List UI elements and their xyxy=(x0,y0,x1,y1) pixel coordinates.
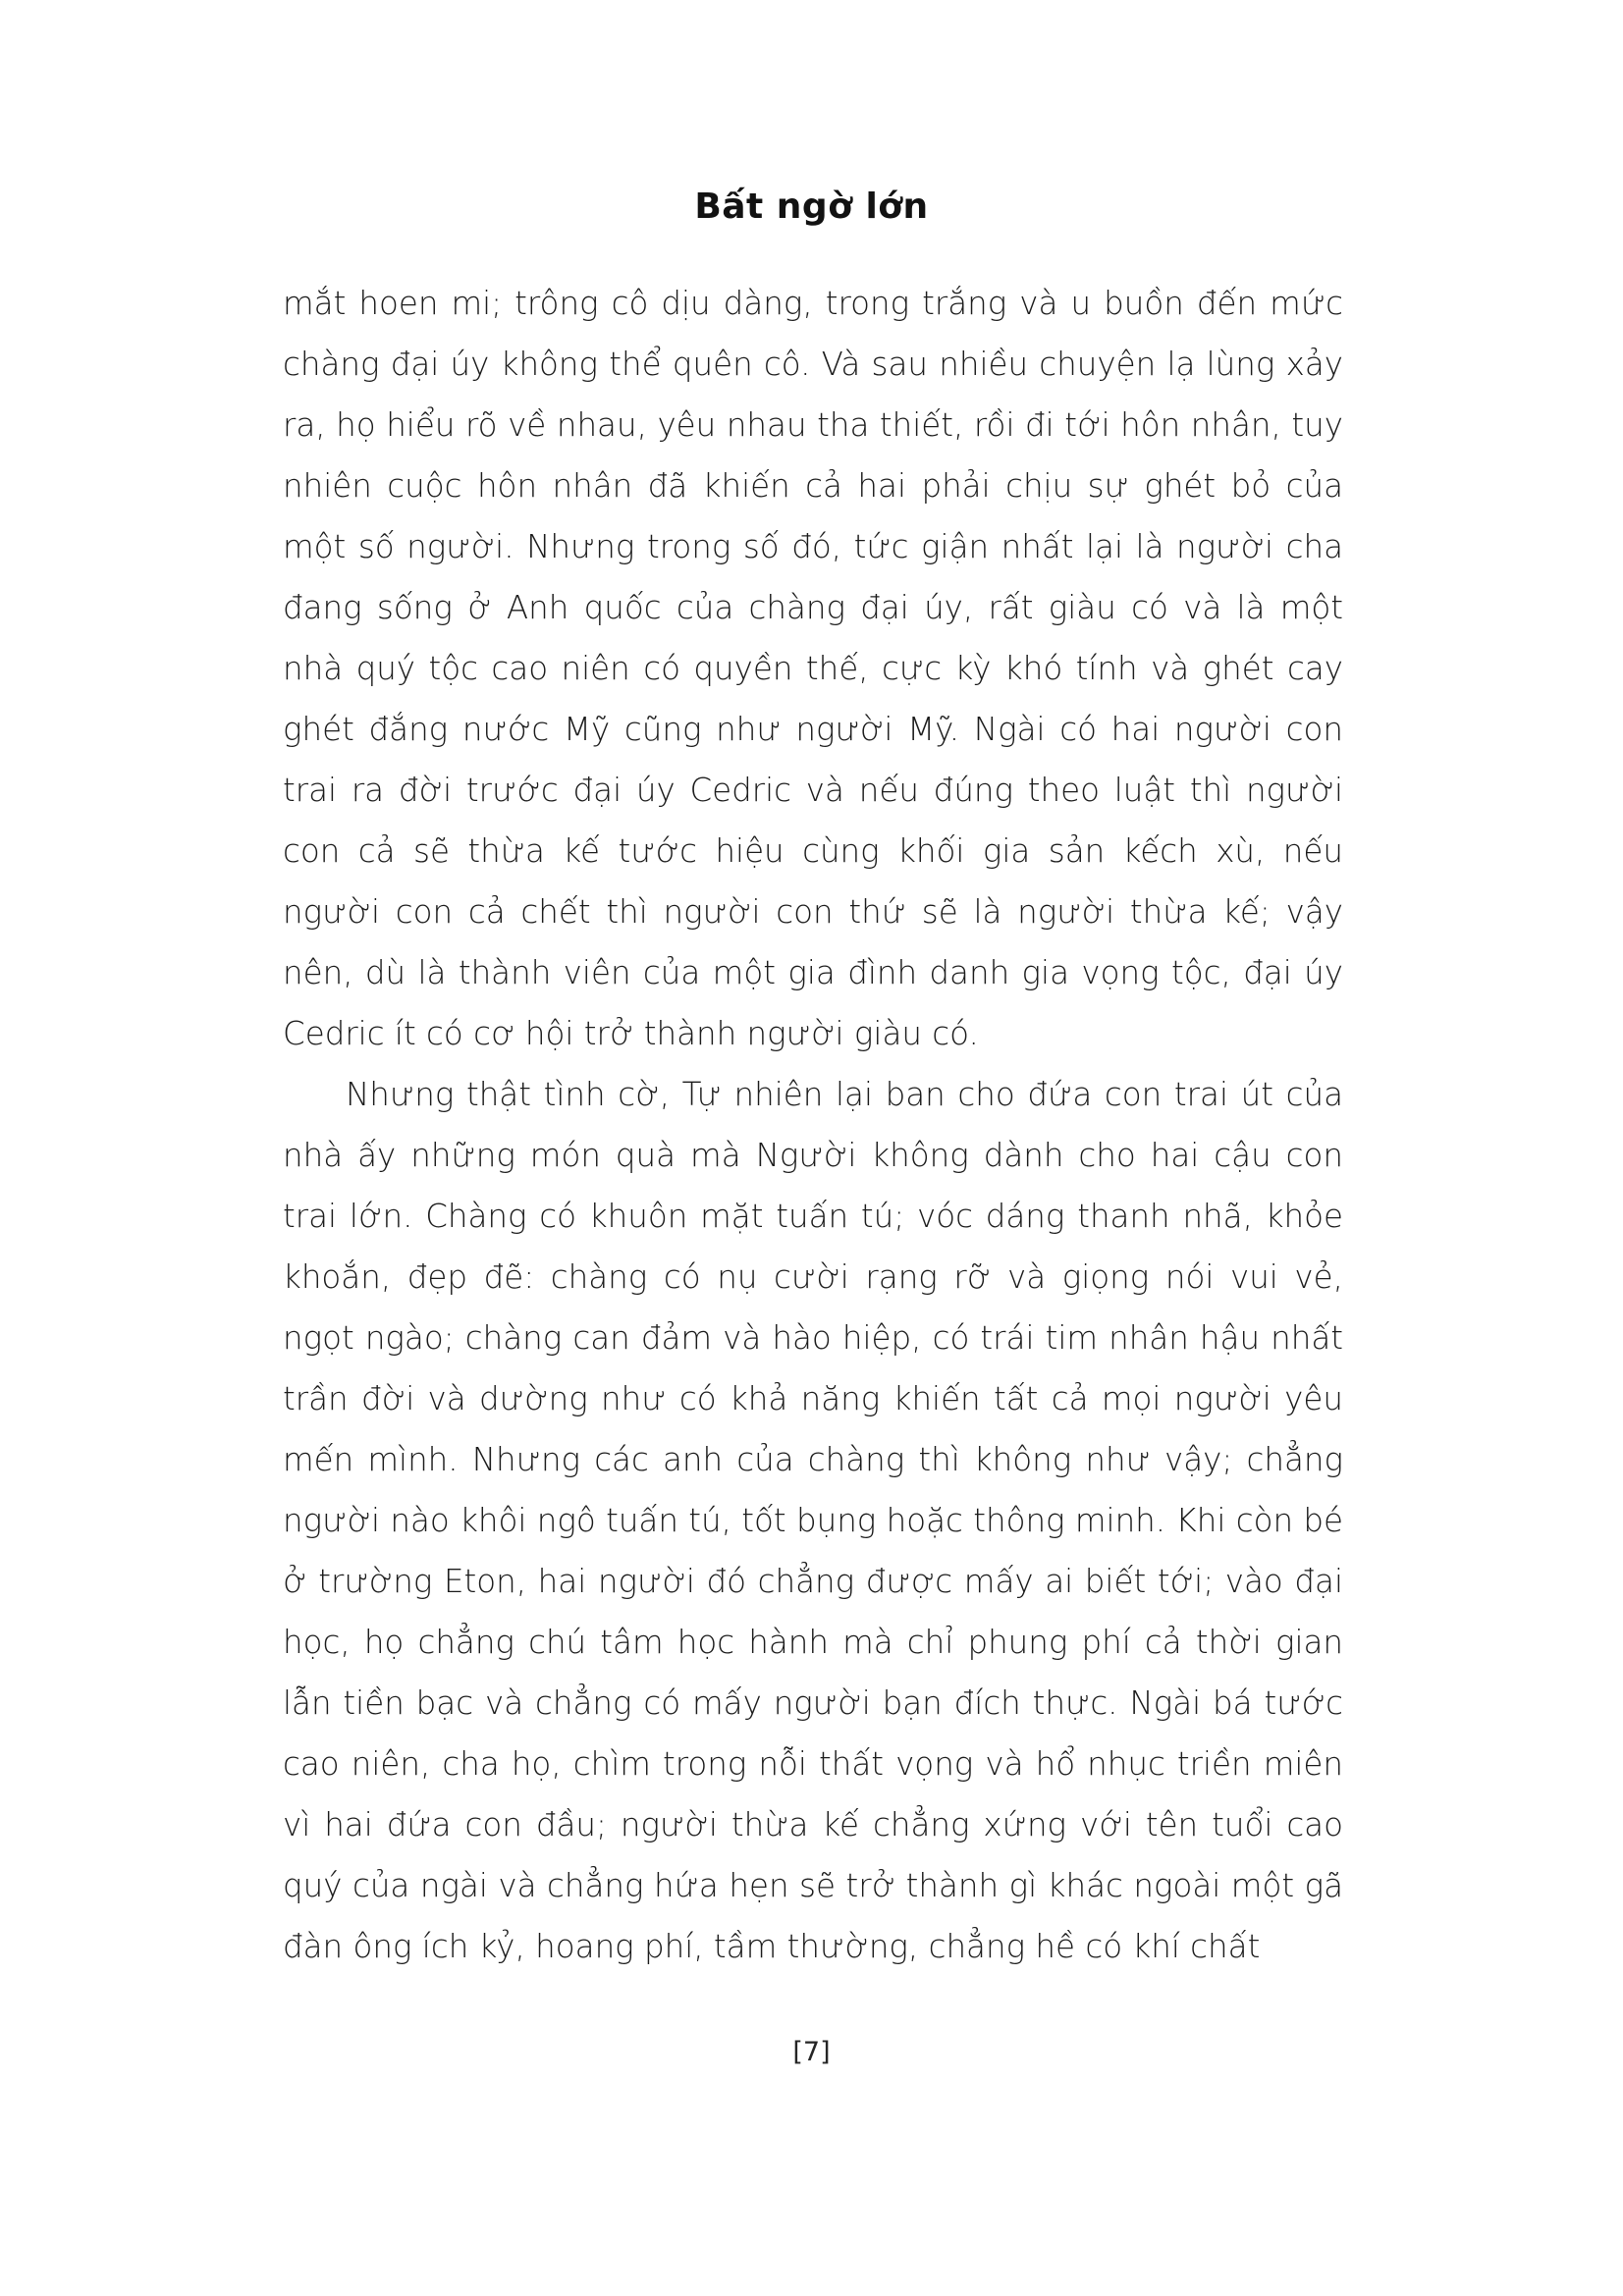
paragraph: Nhưng thật tình cờ, Tự nhiên lại ban cho đứa con trai út của nhà ấy những món quà mà Người không dành cho hai cậu con trai lớn. Chàng có khuôn mặt tuấn tú; vóc dáng thanh nhã, khỏe khoắn, đẹp đẽ: chàng có nụ cười rạng rỡ và giọng nói vui vẻ, ngọt ngào; chàng can đảm và hào hiệp, có trái tim nhân hậu nhất trần đời và dường như có khả năng khiến tất cả mọi người yêu mến mình. Nhưng các anh của chàng thì không như vậy; chẳng người nào khôi ngô tuấn tú, tốt bụng hoặc thông minh. Khi còn bé ở trường Eton, hai người đó chẳng được mấy ai biết tới; vào đại học, họ chẳng chú tâm học hành mà chỉ phung phí cả thời gian lẫn tiền bạc và chẳng có mấy người bạn đích thực. Ngài bá tước cao niên, cha họ, chìm trong nỗi thất vọng và hổ nhục triền miên vì hai đứa con đầu; người thừa kế chẳng xứng với tên tuổi cao quý của ngài và chẳng hứa hẹn sẽ trở thành gì khác ngoài một gã đàn ông ích kỷ, hoang phí, tầm thường, chẳng hề có khí chất xyxy=(283,1076,1344,1965)
page-number: [7] xyxy=(792,2037,831,2067)
running-head: Bất ngờ lớn xyxy=(694,187,929,227)
page-body xyxy=(283,273,1343,1977)
paragraph: mắt hoen mi; trông cô dịu dàng, trong trắng và u buồn đến mức chàng đại úy không thể quên cô. Và sau nhiều chuyện lạ lùng xảy ra, họ hiểu rõ về nhau, yêu nhau tha thiết, rồi đi tới hôn nhân, tuy nhiên cuộc hôn nhân đã khiến cả hai phải chịu sự ghét bỏ của một số người. Nhưng trong số đó, tức giận nhất lại là người cha đang sống ở Anh quốc của chàng đại úy, rất giàu có và là một nhà quý tộc cao niên có quyền thế, cực kỳ khó tính và ghét cay ghét đắng nước Mỹ cũng như người Mỹ. Ngài có hai người con trai ra đời trước đại úy Cedric và nếu đúng theo luật thì người con cả sẽ thừa kế tước hiệu cùng khối gia sản kếch xù, nếu người con cả chết thì người con thứ sẽ là người thừa kế; vậy nên, dù là thành viên của một gia đình danh gia vọng tộc, đại úy Cedric ít có cơ hội trở thành người giàu có. xyxy=(283,285,1343,1052)
